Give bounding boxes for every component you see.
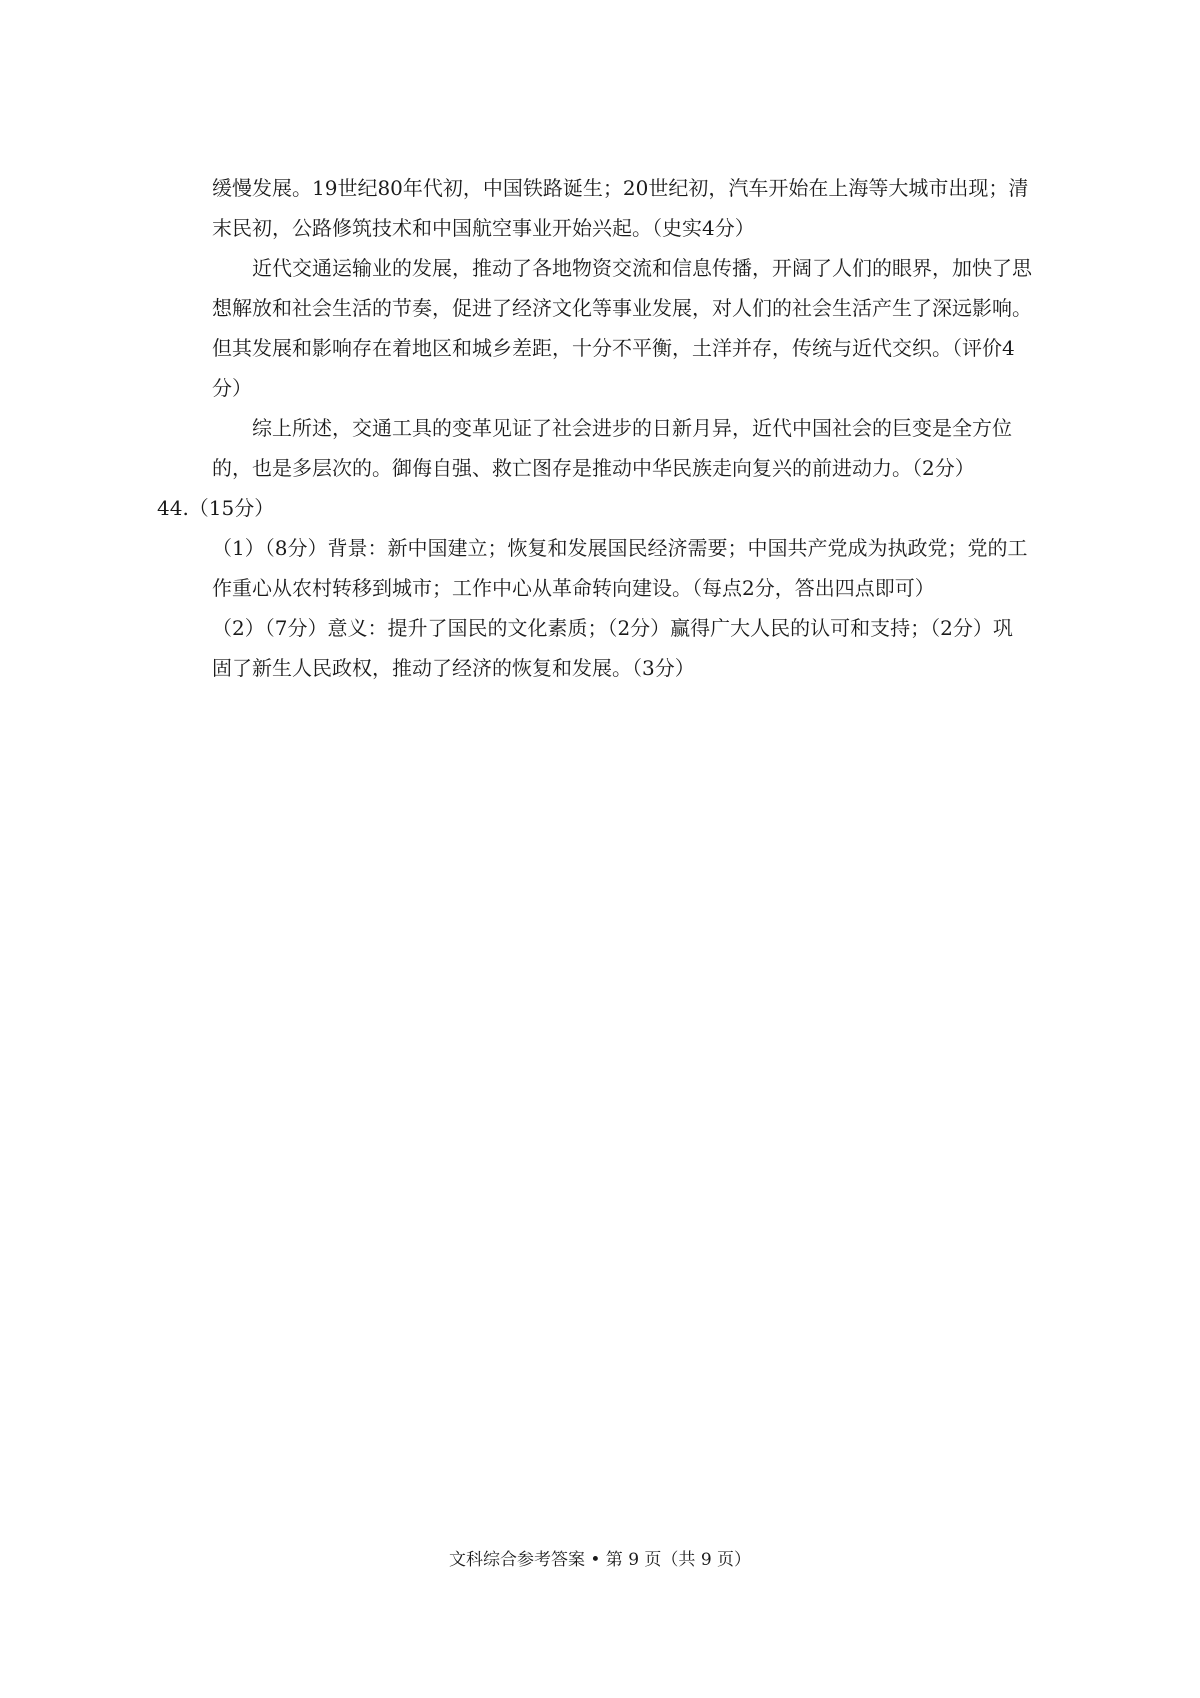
question-44-part-1: （1）（8分）背景：新中国建立；恢复和发展国民经济需要；中国共产党成为执政党；党的工作重心从农村转移到城市；工作中心从革命转向建设。（每点2分，答出四点即可） <box>212 536 1028 600</box>
question-44-heading: 44.（15分） <box>157 496 275 520</box>
paragraph-transport-history: 缓慢发展。19世纪80年代初，中国铁路诞生；20世纪初，汽车开始在上海等大城市出现；清末民初，公路修筑技术和中国航空事业开始兴起。（史实4分） <box>212 176 1029 240</box>
paragraph-summary: 综上所述，交通工具的变革见证了社会进步的日新月异，近代中国社会的巨变是全方位的，也是多层次的。御侮自强、救亡图存是推动中华民族走向复兴的前进动力。（2分） <box>212 416 1012 480</box>
paragraph-transport-evaluation: 近代交通运输业的发展，推动了各地物资交流和信息传播，开阔了人们的眼界，加快了思想解放和社会生活的节奏，促进了经济文化等事业发展，对人们的社会生活产生了深远影响。但其发展和影响存在着地区和城乡差距，十分不平衡，土洋并存，传统与近代交织。（评价4分） <box>212 256 1032 400</box>
question-44-part-2: （2）（7分）意义：提升了国民的文化素质；（2分）赢得广大人民的认可和支持；（2分）巩固了新生人民政权，推动了经济的恢复和发展。（3分） <box>212 616 1013 680</box>
page-footer: 文科综合参考答案 • 第 9 页（共 9 页） <box>448 1550 752 1570</box>
answer-content <box>157 168 1032 688</box>
